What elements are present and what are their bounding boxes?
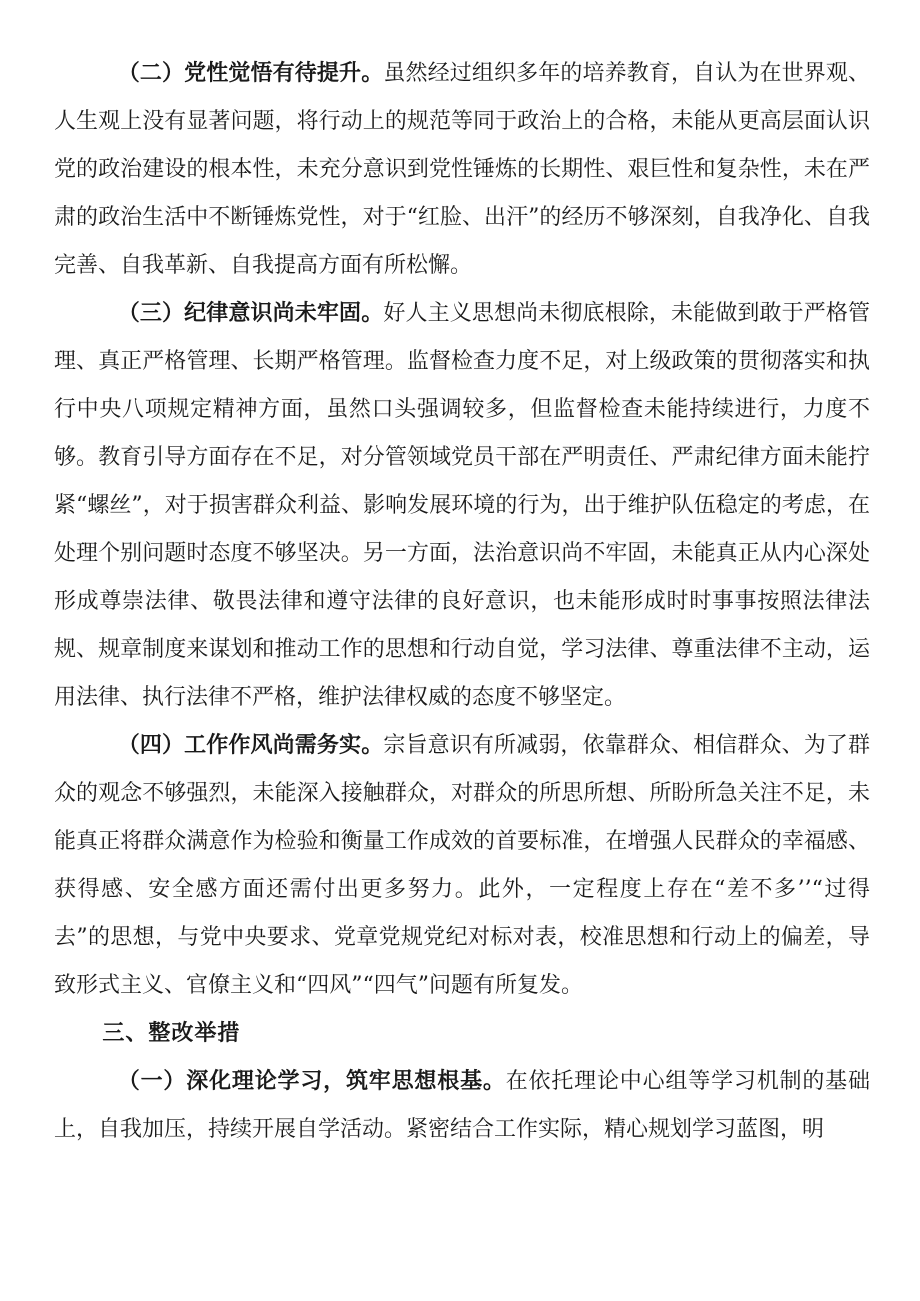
paragraph-body: 虽然经过组织多年的培养教育，自认为在世界观、人生观上没有显著问题，将行动上的规范等同于政治上的合格，未能从更高层面认识党的政治建设的根本性，未充分意识到党性锤炼的长期性、艰巨性和复杂性，未在严肃的政治生活中不断锤炼党性，对于“红脸、出汗”的经历不够深刻，自我净化、自我完善、自我革新、自我提高方面有所松懈。 xyxy=(54,61,870,278)
paragraph-party-awareness xyxy=(54,50,870,290)
document-page xyxy=(54,50,870,1154)
paragraph-discipline xyxy=(54,290,870,722)
paragraph-lead: （一）深化理论学习，筑牢思想根基。 xyxy=(117,1069,506,1094)
paragraph-lead: （三）纪律意识尚未牢固。 xyxy=(117,301,384,326)
paragraph-body: 好人主义思想尚未彻底根除，未能做到敢于严格管理、真正严格管理、长期严格管理。监督检查力度不足，对上级政策的贯彻落实和执行中央八项规定精神方面，虽然口头强调较多，但监督检查未能持续进行，力度不够。教育引导方面存在不足，对分管领域党员干部在严明责任、严肃纪律方面未能拧紧“螺丝”，对于损害群众利益、影响发展环境的行为，出于维护队伍稳定的考虑，在处理个别问题时态度不够坚决。另一方面，法治意识尚不牢固，未能真正从内心深处形成尊崇法律、敬畏法律和遵守法律的良好意识，也未能形成时时事事按照法律法规、规章制度来谋划和推动工作的思想和行动自觉，学习法律、尊重法律不主动，运用法律、执行法律不严格，维护法律权威的态度不够坚定。 xyxy=(54,301,870,710)
section-heading: 三、整改举措 xyxy=(102,1021,241,1046)
paragraph-lead: （二）党性觉悟有待提升。 xyxy=(117,61,384,86)
paragraph-work-style xyxy=(54,722,870,1010)
paragraph-body: 宗旨意识有所减弱，依靠群众、相信群众、为了群众的观念不够强烈，未能深入接触群众，对群众的所思所想、所盼所急关注不足，未能真正将群众满意作为检验和衡量工作成效的首要标准，在增强人民群众的幸福感、获得感、安全感方面还需付出更多努力。此外，一定程度上存在“差不多’’“过得去”的思想，与党中央要求、党章党规党纪对标对表，校准思想和行动上的偏差，导致形式主义、官僚主义和“四风”“四气”问题有所复发。 xyxy=(54,733,870,998)
paragraph-lead: （四）工作作风尚需务实。 xyxy=(117,733,384,758)
paragraph-theory-study xyxy=(54,1058,870,1154)
paragraph-body: 在依托理论中心组等学习机制的基础上，自我加压，持续开展自学活动。紧密结合工作实际，精心规划学习蓝图，明 xyxy=(54,1069,870,1142)
